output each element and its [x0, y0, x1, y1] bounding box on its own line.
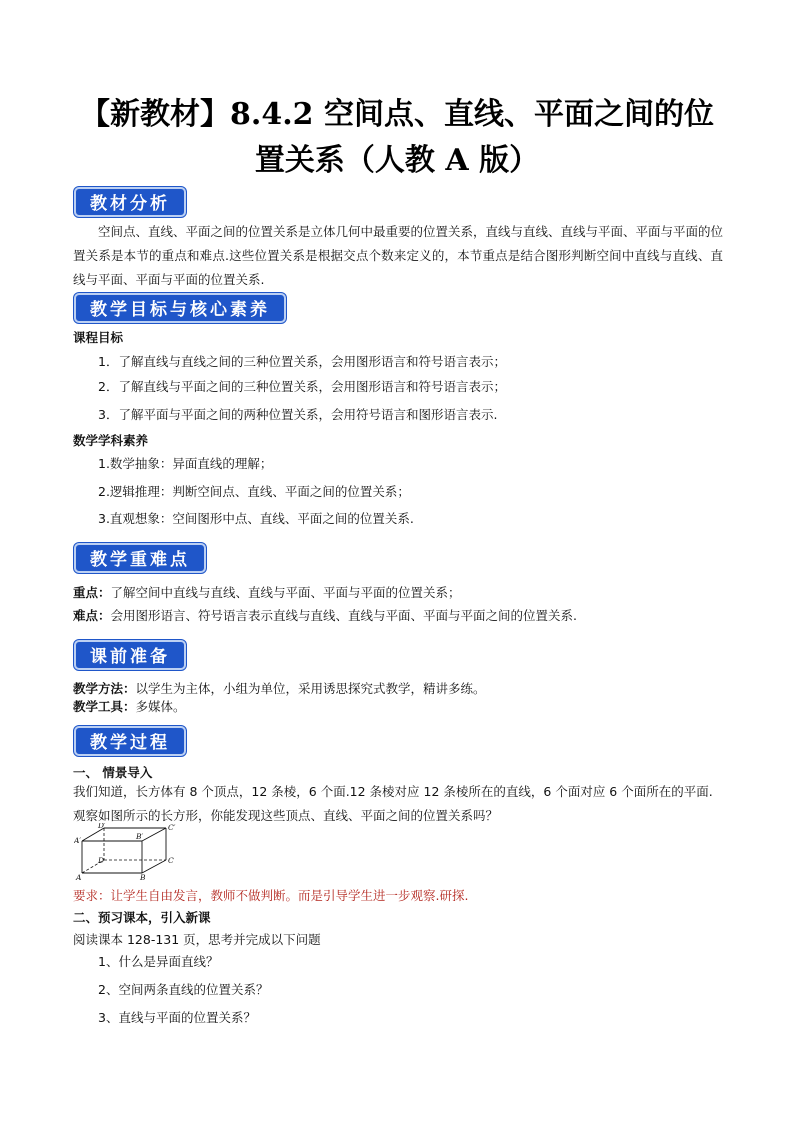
literacy-label: 数学学科素养 — [73, 433, 149, 448]
part1-heading: 一、 情景导入 — [73, 765, 153, 780]
method-label: 教学方法： — [73, 681, 136, 696]
title-line-1: 【新教材】8.4.2 空间点、直线、平面之间的位 — [80, 97, 714, 132]
section-tag-prep: 课前准备 — [74, 640, 186, 670]
course-goal-item: 2．了解直线与平面之间的三种位置关系，会用图形语言和符号语言表示； — [98, 379, 506, 394]
course-goals-label: 课程目标 — [73, 330, 124, 345]
vertex-label-a1: A′ — [74, 836, 82, 845]
question-item: 2、空间两条直线的位置关系？ — [98, 982, 269, 997]
tools-label: 教学工具： — [73, 699, 136, 714]
difficulty-label: 难点： — [73, 608, 111, 623]
section-tag-goals: 教学目标与核心素养 — [74, 293, 286, 323]
cuboid-edge — [142, 828, 166, 841]
part2-heading: 二、预习课本，引入新课 — [73, 910, 211, 925]
difficulty-line — [73, 607, 577, 625]
part1-paragraph: 我们知道，长方体有 8 个顶点，12 条棱，6 个面.12 条棱对应 12 条棱所在的直线，6 个面对应 6 个面所在的平面.观察如图所示的长方形，你能发现这些顶点、直线、平面之间的位置关系吗？ — [73, 784, 713, 823]
literacy-item: 2.逻辑推理：判断空间点、直线、平面之间的位置关系； — [98, 484, 410, 499]
difficulty-text: 会用图形语言、符号语言表示直线与直线、直线与平面、平面与平面之间的位置关系. — [110, 608, 577, 623]
tools-text: 多媒体。 — [135, 699, 186, 714]
key-point-line — [73, 584, 461, 602]
vertex-label-a: A — [76, 873, 82, 881]
key-point-label: 重点： — [73, 585, 111, 600]
question-item: 3、直线与平面的位置关系？ — [98, 1010, 256, 1025]
vertex-label-b1: B′ — [136, 832, 144, 841]
vertex-label-c1: C′ — [168, 823, 176, 832]
title-line-2: 置关系（人教 A 版） — [254, 143, 540, 178]
key-point-text: 了解空间中直线与直线、直线与平面、平面与平面的位置关系； — [110, 585, 461, 600]
analysis-paragraph: 空间点、直线、平面之间的位置关系是立体几何中最重要的位置关系，直线与直线、直线与平面、平面与平面的位置关系是本节的重点和难点.这些位置关系是根据交点个数来定义的，本节重点是结合图形判断空间中直线与直线、直线与平面、平面与平面的位置关系. — [73, 224, 724, 287]
vertex-label-c: C — [168, 856, 174, 865]
requirement-note: 要求：让学生自由发言，教师不做判断。而是引导学生进一步观察.研探. — [73, 888, 469, 903]
section-tag-process: 教学过程 — [74, 726, 186, 756]
cuboid-figure — [74, 823, 184, 881]
course-goal-item: 3．了解平面与平面之间的两种位置关系，会用符号语言和图形语言表示. — [98, 407, 498, 422]
cuboid-edge — [142, 860, 166, 873]
part2-intro: 阅读课本 128-131 页，思考并完成以下问题 — [73, 932, 321, 947]
vertex-label-d: D — [98, 856, 105, 865]
method-text: 以学生为主体，小组为单位，采用诱思探究式教学，精讲多练。 — [135, 681, 486, 696]
literacy-item: 3.直观想象：空间图形中点、直线、平面之间的位置关系. — [98, 511, 414, 526]
method-line — [73, 680, 486, 698]
vertex-label-b: B — [140, 873, 146, 881]
section-tag-analysis: 教材分析 — [74, 187, 186, 217]
course-goal-item: 1．了解直线与直线之间的三种位置关系，会用图形语言和符号语言表示； — [98, 354, 506, 369]
section-tag-keypoints: 教学重难点 — [74, 543, 206, 573]
tools-line — [73, 698, 186, 716]
literacy-item: 1.数学抽象：异面直线的理解； — [98, 456, 273, 471]
question-item: 1、什么是异面直线？ — [98, 954, 219, 969]
vertex-label-d1: D′ — [98, 823, 106, 830]
